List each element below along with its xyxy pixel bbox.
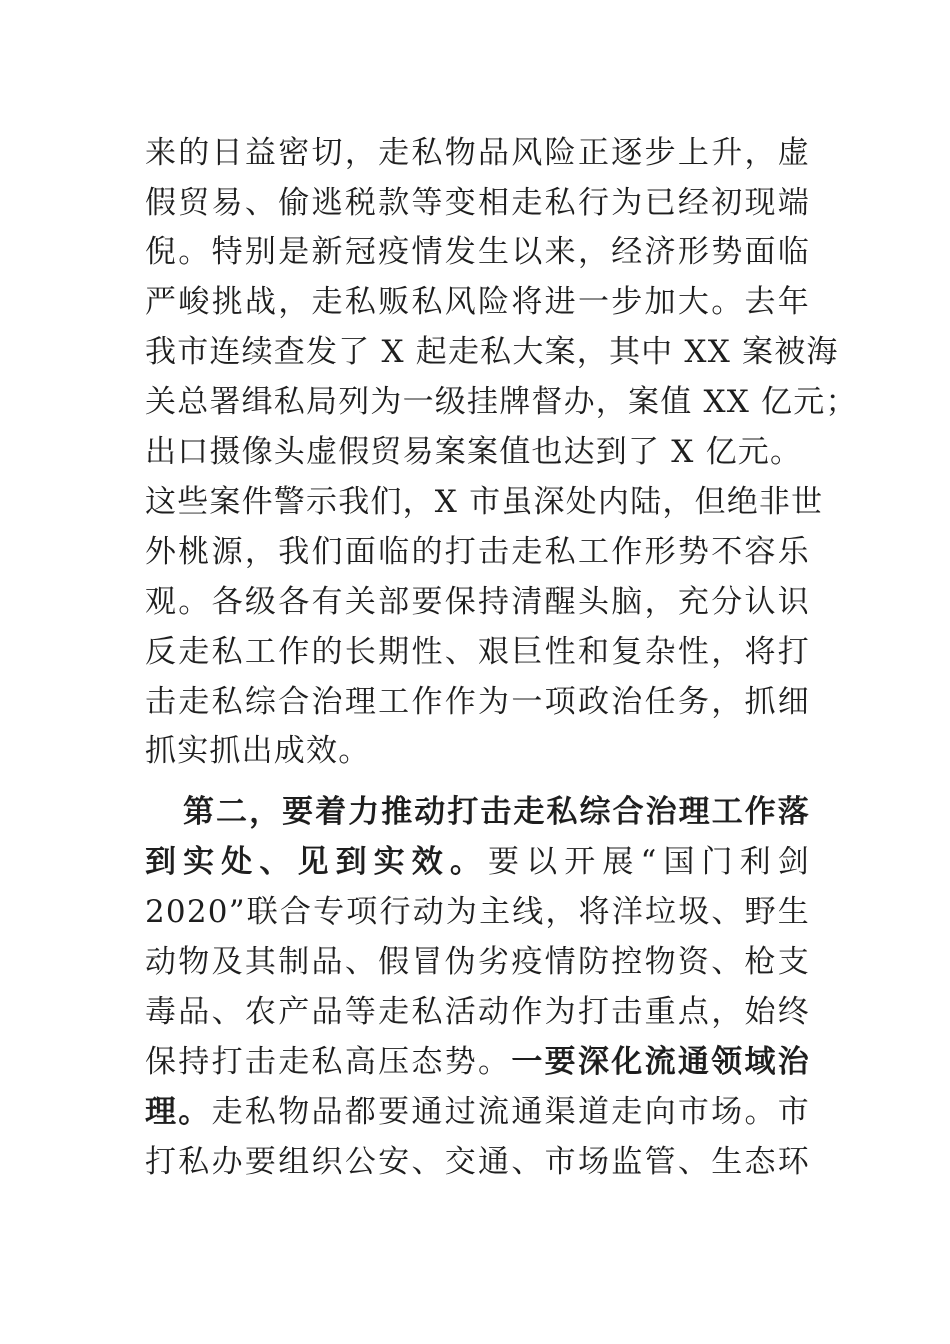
paragraph-2-line-5: 毒品、农产品等走私活动作为打击重点，始终 xyxy=(145,994,810,1030)
paragraph-2-line-3: 2020”联合专项行动为主线，将洋垃圾、野生 xyxy=(145,894,810,930)
paragraph-1-line-11: 反走私工作的长期性、艰巨性和复杂性，将打 xyxy=(145,634,810,670)
paragraph-1-line-1: 来的日益密切，走私物品风险正逐步上升，虚 xyxy=(145,135,810,171)
paragraph-2-line-7-bold: 理。 xyxy=(145,1094,212,1130)
paragraph-2-line-6-bold: 一要深化流通领域治 xyxy=(511,1044,810,1080)
paragraph-1-line-12: 击走私综合治理工作作为一项政治任务，抓细 xyxy=(145,684,810,720)
paragraph-2-line-6 xyxy=(145,1037,810,1087)
paragraph-2-line-6-rest: 保持打击走私高压态势。 xyxy=(145,1044,512,1080)
paragraph-1-line-13: 抓实抓出成效。 xyxy=(145,733,371,769)
paragraph-1-line-5: 我市连续查发了 X 起走私大案，其中 XX 案被海 xyxy=(145,334,839,370)
paragraph-2-line-7 xyxy=(145,1087,810,1137)
paragraph-2-line-1: 第二，要着力推动打击走私综合治理工作落 xyxy=(183,794,810,830)
paragraph-2-line-4: 动物及其制品、假冒伪劣疫情防控物资、枪支 xyxy=(145,944,810,980)
paragraph-2-line-8: 打私办要组织公安、交通、市场监管、生态环 xyxy=(145,1144,810,1180)
paragraph-1-line-8: 这些案件警示我们，X 市虽深处内陆，但绝非世 xyxy=(145,484,824,520)
paragraph-1-line-9: 外桃源，我们面临的打击走私工作形势不容乐 xyxy=(145,534,810,570)
paragraph-1-line-2: 假贸易、偷逃税款等变相走私行为已经初现端 xyxy=(145,185,810,221)
paragraph-1-line-10: 观。各级各有关部要保持清醒头脑，充分认识 xyxy=(145,584,810,620)
paragraph-1-line-7: 出口摄像头虚假贸易案案值也达到了 X 亿元。 xyxy=(145,434,803,470)
paragraph-1-line-6: 关总署缉私局列为一级挂牌督办，案值 XX 亿元； xyxy=(145,384,858,420)
paragraph-2-line-2-rest: 要以开展“国门利剑 xyxy=(488,844,810,880)
paragraph-2-line-7-rest: 走私物品都要通过流通渠道走向市场。市 xyxy=(211,1094,810,1130)
paragraph-1-line-3: 倪。特别是新冠疫情发生以来，经济形势面临 xyxy=(145,234,810,270)
paragraph-1-line-4: 严峻挑战，走私贩私风险将进一步加大。去年 xyxy=(145,284,810,320)
paragraph-2-line-2 xyxy=(145,837,810,887)
paragraph-2-line-2-bold: 到实处、见到实效。 xyxy=(145,844,489,880)
